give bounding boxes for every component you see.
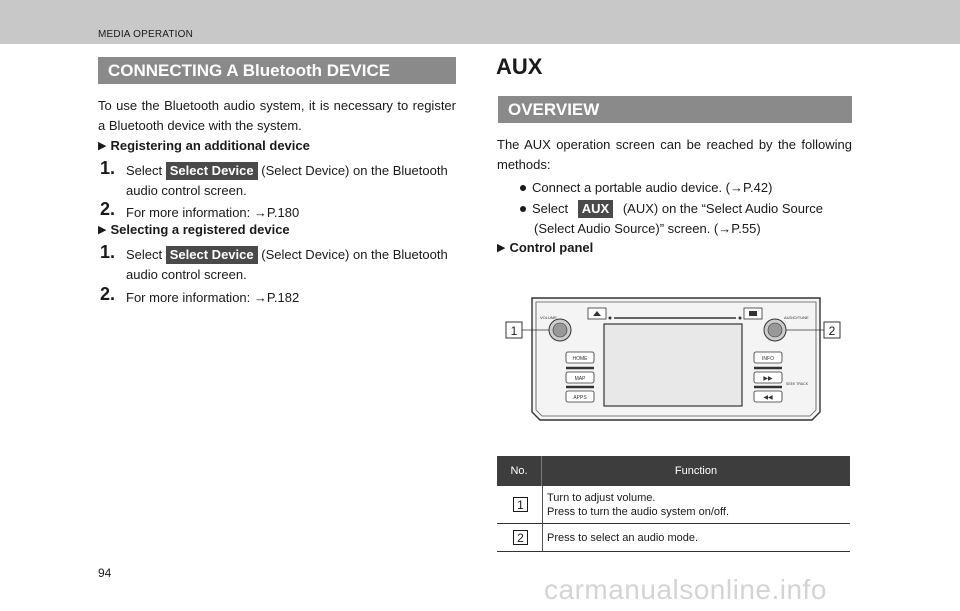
map-label: MAP [574, 376, 586, 382]
slot-dot-right [739, 317, 742, 320]
bullet-text-cont: (Select Audio Source)” screen. (→P.55) [534, 221, 761, 236]
section-banner-bluetooth: CONNECTING A Bluetooth DEVICE [98, 57, 456, 84]
subheading-control-panel [497, 240, 593, 255]
row-function-line: Press to turn the audio system on/off. [547, 506, 730, 518]
bullet-item [520, 178, 772, 198]
step-text-cont: audio control screen. [126, 183, 247, 198]
display-screen [604, 324, 742, 406]
page-number: 94 [98, 566, 112, 580]
table-row [497, 486, 850, 524]
triangle-right-icon: ▶ [497, 242, 506, 254]
step-text-pre: Select [126, 163, 163, 178]
select-device-button[interactable]: Select Device [166, 162, 258, 180]
control-panel-diagram [504, 292, 844, 422]
intro-paragraph: The AUX operation screen can be reached by the following methods: [497, 137, 852, 172]
slot-dot-left [609, 317, 612, 320]
bullet-item [520, 199, 852, 219]
page-title: AUX [496, 54, 543, 79]
subheading-register [98, 138, 310, 153]
info-label: INFO [762, 356, 774, 362]
step-number: 2. [100, 284, 116, 304]
table-row [497, 524, 850, 552]
step-text-pre: Select [126, 247, 163, 262]
table-divider [542, 486, 543, 523]
audio-tune-label: AUDIO/TUNE [784, 315, 809, 320]
row-number-box: 2 [513, 530, 528, 545]
row-number-box: 1 [513, 497, 528, 512]
bullet-dot-icon [520, 206, 526, 212]
subheading-text: Registering an additional device [110, 138, 310, 153]
callout-number-1: 1 [510, 324, 518, 338]
row-function-line: Press to select an audio mode. [547, 532, 699, 544]
step-text-post: (Select Device) on the Bluetooth [261, 247, 448, 262]
row-function-line: Turn to adjust volume. [547, 492, 656, 504]
intro-paragraph: To use the Bluetooth audio system, it is necessary to register a Bluetooth device with the system. [98, 98, 456, 133]
step-text [126, 244, 456, 265]
bullet-text-post: (AUX) on the “Select Audio Source [622, 201, 824, 216]
audio-tune-knob-inner [768, 323, 782, 337]
seek-forward-icon: ▶▶ [763, 375, 773, 382]
apps-label: APPS [573, 395, 587, 401]
section-label: MEDIA OPERATION [98, 29, 194, 40]
section-banner-overview: OVERVIEW [498, 96, 852, 123]
table-header [497, 456, 850, 486]
column-header-no: No. [497, 456, 542, 486]
step-text: For more information: →P.182 [126, 290, 300, 305]
step-text [126, 160, 456, 181]
volume-label: VOLUME [540, 315, 557, 320]
table-divider [542, 524, 543, 551]
bullet-dot-icon [520, 185, 526, 191]
bullet-text-pre: Select [532, 201, 569, 216]
step-number: 1. [100, 158, 116, 178]
step-text-cont: audio control screen. [126, 267, 247, 282]
step-number: 1. [100, 242, 116, 262]
step-text-post: (Select Device) on the Bluetooth [261, 163, 448, 178]
select-device-button[interactable]: Select Device [166, 246, 258, 264]
bullet-text: Connect a portable audio device. (→P.42) [532, 180, 773, 195]
watermark: carmanualsonline.info [544, 574, 827, 605]
triangle-right-icon: ▶ [98, 224, 107, 236]
triangle-right-icon: ▶ [98, 140, 107, 152]
home-label: HOME [572, 356, 588, 362]
subheading-text: Control panel [509, 240, 594, 255]
callout-number-2: 2 [828, 324, 836, 338]
step-number: 2. [100, 199, 116, 219]
seek-back-icon: ◀◀ [763, 394, 773, 401]
subheading-select [98, 222, 290, 237]
seek-track-label: SEEK TRACK [786, 382, 809, 386]
aux-button[interactable]: AUX [578, 200, 613, 218]
disp-glyph [749, 311, 757, 316]
step-text: For more information: →P.180 [126, 205, 300, 220]
subheading-text: Selecting a registered device [110, 222, 290, 237]
volume-knob-inner [553, 323, 567, 337]
column-header-function: Function [674, 465, 718, 477]
